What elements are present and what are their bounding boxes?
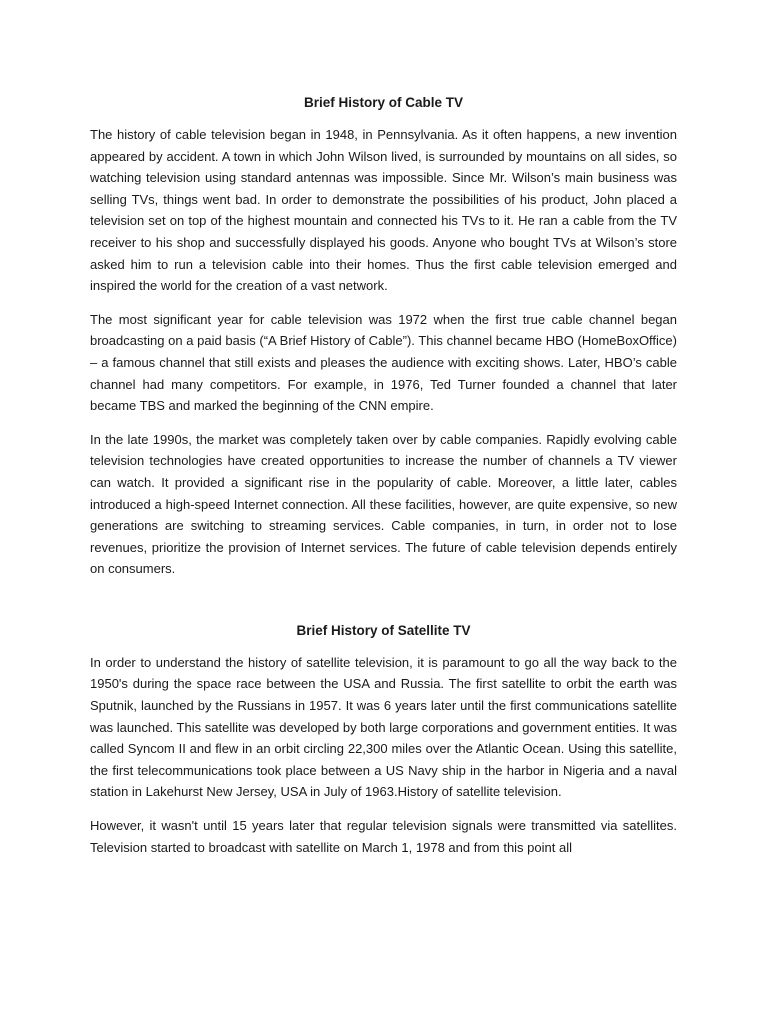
paragraph: The most significant year for cable television was 1972 when the first true cable channel began broadcasting on a paid basis (“A Brief History of Cable”). This channel became HBO (HomeBoxOffice) – a famous channel that still exists and pleases the audience with exciting shows. Later, HBO’s cable channel had many competitors. For example, in 1976, Ted Turner founded a channel that later became TBS and marked the beginning of the CNN empire. xyxy=(90,311,677,414)
document-body xyxy=(90,94,677,870)
paragraph: However, it wasn't until 15 years later that regular television signals were transmitted via satellites. Television started to broadcast with satellite on March 1, 1978 and from this point all xyxy=(90,818,677,855)
section-satellite-tv xyxy=(90,622,677,858)
section-heading: Brief History of Cable TV xyxy=(303,95,464,110)
section-cable-tv xyxy=(90,94,677,580)
paragraph: In order to understand the history of satellite television, it is paramount to go all the way back to the 1950's during the space race between the USA and Russia. The first satellite to orbit the earth was Sputnik, launched by the Russians in 1957. It was 6 years later until the first communications satellite was launched. This satellite was developed by both large corporations and government entities. It was called Syncom II and flew in an orbit circling 22,300 miles over the Atlantic Ocean. Using this satellite, the first telecommunications took place between a US Navy ship in the harbor in Nigeria and a naval station in Lakehurst New Jersey, USA in July of 1963.History of satellite television. xyxy=(90,654,677,800)
paragraph: The history of cable television began in 1948, in Pennsylvania. As it often happens, a new invention appeared by accident. A town in which John Wilson lived, is surrounded by mountains on all sides, so watching television using standard antennas was impossible. Since Mr. Wilson’s main business was selling TVs, things went bad. In order to demonstrate the possibilities of his product, John placed a television set on top of the highest mountain and connected his TVs to it. He ran a cable from the TV receiver to his shop and successfully displayed his goods. Anyone who bought TVs at Wilson’s store asked him to run a television cable into their homes. Thus the first cable television emerged and inspired the world for the creation of a vast network. xyxy=(90,127,677,294)
paragraph: In the late 1990s, the market was completely taken over by cable companies. Rapidly evolving cable television technologies have created opportunities to increase the number of channels a TV viewer can watch. It provided a significant rise in the popularity of cable. Moreover, a little later, cables introduced a high-speed Internet connection. All these facilities, however, are quite expensive, so new generations are switching to streaming services. Cable companies, in turn, in order not to lose revenues, prioritize the provision of Internet services. The future of cable television depends entirely on consumers. xyxy=(90,431,677,577)
section-heading: Brief History of Satellite TV xyxy=(296,622,471,638)
